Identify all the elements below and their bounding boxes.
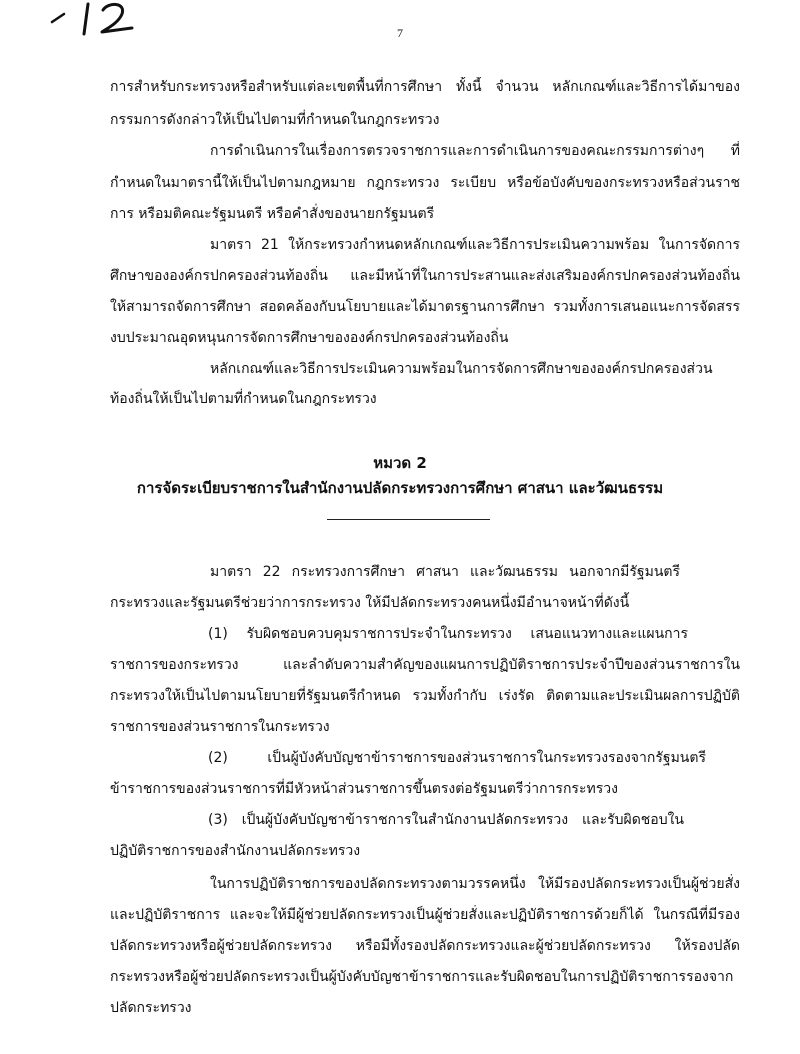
paragraph-line: ปลัดกระทรวงหรือผู้ช่วยปลัดกระทรวง หรือมีทั้งรองปลัดกระทรวงและผู้ช่วยปลัดกระทรวง ให้รองปลัด xyxy=(110,938,740,954)
chapter-title: การจัดระเบียบราชการในสำนักงานปลัดกระทรวงการศึกษา ศาสนา และวัฒนธรรม xyxy=(136,479,664,497)
paragraph-line: ศึกษาขององค์กรปกครองส่วนท้องถิ่น และมีหน้าที่ในการประสานและส่งเสริมองค์กรปกครองส่วนท้องถิ่น xyxy=(110,268,740,284)
paragraph-line: ราชการของกระทรวง และลำดับความสำคัญของแผนการปฏิบัติราชการประจำปีของส่วนราชการใน xyxy=(110,657,740,673)
paragraph-line: งบประมาณอุดหนุนการจัดการศึกษาขององค์กรปกครองส่วนท้องถิ่น xyxy=(110,330,509,346)
paragraph-line: การสำหรับกระทรวงหรือสำหรับแต่ละเขตพื้นที่การศึกษา ทั้งนี้ จำนวน หลักเกณฑ์และวิธีการได้มาของ xyxy=(110,79,740,95)
paragraph-line: ปฏิบัติราชการของสำนักงานปลัดกระทรวง xyxy=(110,843,361,859)
paragraph-line: ให้สามารถจัดการศึกษา สอดคล้องกับนโยบายและได้มาตรฐานการศึกษา รวมทั้งการเสนอแนะการจัดสรร xyxy=(110,299,740,315)
paragraph-line: ในการปฏิบัติราชการของปลัดกระทรวงตามวรรคหนึ่ง ให้มีรองปลัดกระทรวงเป็นผู้ช่วยสั่ง xyxy=(210,876,740,892)
paragraph-line: กรรมการดังกล่าวให้เป็นไปตามที่กำหนดในกฎกระทรวง xyxy=(110,112,440,128)
paragraph-line: การ หรือมติคณะรัฐมนตรี หรือคำสั่งของนายกรัฐมนตรี xyxy=(110,206,435,222)
paragraph-line: ราชการของส่วนราชการในกระทรวง xyxy=(110,719,330,735)
paragraph-line: (3) เป็นผู้บังคับบัญชาข้าราชการในสำนักงานปลัดกระทรวง และรับผิดชอบใน xyxy=(208,812,684,828)
paragraph-line: (1) รับผิดชอบควบคุมราชการประจำในกระทรวง เสนอแนวทางและแผนการ xyxy=(208,626,688,642)
paragraph-line: กระทรวงให้เป็นไปตามนโยบายที่รัฐมนตรีกำหนด รวมทั้งกำกับ เร่งรัด ติดตามและประเมินผลการปฏิบัติ xyxy=(110,688,740,704)
paragraph-line: การดำเนินการในเรื่องการตรวจราชการและการดำเนินการของคณะกรรมการต่างๆ ที่ xyxy=(210,143,740,159)
paragraph-line: มาตรา 21 ให้กระทรวงกำหนดหลักเกณฑ์และวิธีการประเมินความพร้อม ในการจัดการ xyxy=(210,237,740,253)
paragraph-line: กระทรวงหรือผู้ช่วยปลัดกระทรวงเป็นผู้บังคับบัญชาข้าราชการและรับผิดชอบในการปฏิบัติราชการรองจาก xyxy=(110,969,734,985)
paragraph-line: หลักเกณฑ์และวิธีการประเมินความพร้อมในการจัดการศึกษาขององค์กรปกครองส่วน xyxy=(210,361,713,377)
paragraph-line: ปลัดกระทรวง xyxy=(110,1000,192,1016)
paragraph-line: (2) เป็นผู้บังคับบัญชาข้าราชการของส่วนราชการในกระทรวงรองจากรัฐมนตรี xyxy=(208,750,706,766)
paragraph-line: ท้องถิ่นให้เป็นไปตามที่กำหนดในกฎกระทรวง xyxy=(110,391,377,407)
paragraph-line: และปฏิบัติราชการ และจะให้มีผู้ช่วยปลัดกระทรวงเป็นผู้ช่วยสั่งและปฏิบัติราชการด้วยก็ได้ ในกรณีที่มีรอง xyxy=(110,907,740,923)
heading-divider xyxy=(327,519,490,520)
paragraph-line: มาตรา 22 กระทรวงการศึกษา ศาสนา และวัฒนธรรม นอกจากมีรัฐมนตรี xyxy=(210,564,680,580)
paragraph-line: ข้าราชการของส่วนราชการที่มีหัวหน้าส่วนราชการขึ้นตรงต่อรัฐมนตรีว่าการกระทรวง xyxy=(110,781,618,797)
chapter-number: หมวด 2 xyxy=(373,454,427,472)
paragraph-line: กำหนดในมาตรานี้ให้เป็นไปตามกฎหมาย กฎกระทรวง ระเบียบ หรือข้อบังคับของกระทรวงหรือส่วนราช xyxy=(110,175,740,191)
paragraph-line: กระทรวงและรัฐมนตรีช่วยว่าการกระทรวง ให้มีปลัดกระทรวงคนหนึ่งมีอำนาจหน้าที่ดังนี้ xyxy=(110,595,630,611)
page-number: 7 xyxy=(397,26,403,40)
